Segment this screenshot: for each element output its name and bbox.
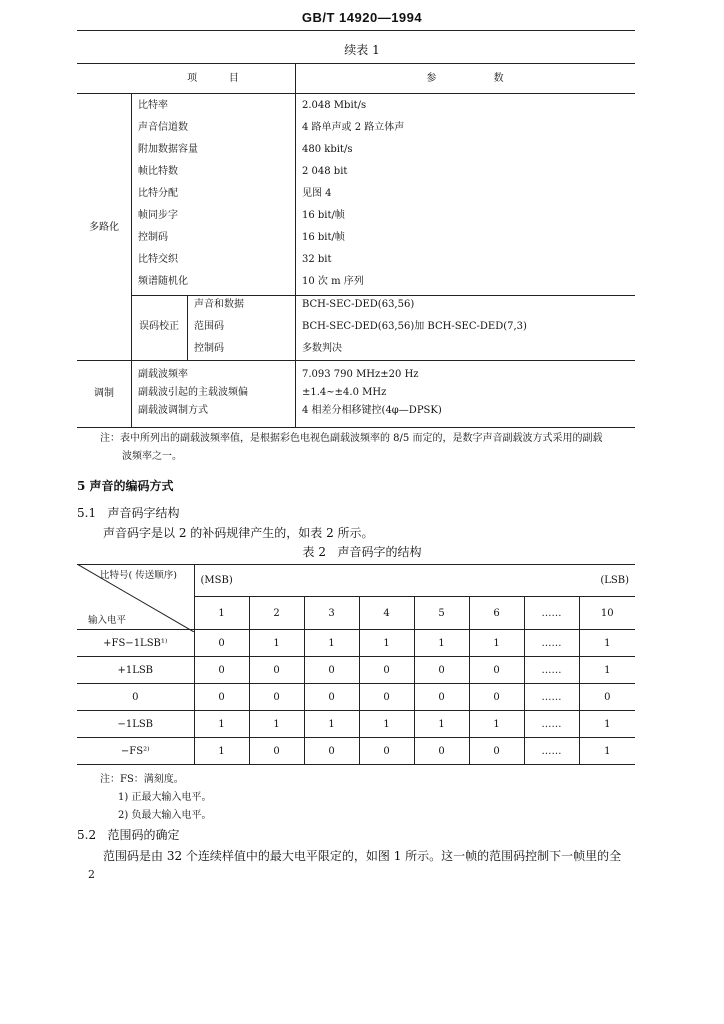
mod-row-name: 副载波引起的主载波频偏 — [138, 387, 248, 398]
input-level: 0 — [77, 684, 194, 711]
code-cell: 1 — [194, 711, 249, 738]
row-name: 帧比特数 — [138, 166, 178, 177]
msb-label: (MSB) — [200, 575, 233, 586]
code-cell: 1 — [359, 630, 414, 657]
row-name: 比特率 — [138, 100, 168, 111]
table1-mod-top-rule — [77, 360, 635, 361]
bit-number: 3 — [304, 597, 359, 630]
code-cell: 1 — [194, 738, 249, 765]
code-cell: 1 — [579, 630, 635, 657]
bit-number: 4 — [359, 597, 414, 630]
table1-note-cont: 波频率之一。 — [122, 451, 182, 462]
mod-row-value: 4 相差分相移键控(4φ—DPSK) — [302, 405, 442, 416]
section-5-1-paragraph: 声音码字是以 2 的补码规律产生的，如表 2 所示。 — [103, 526, 374, 540]
code-cell: 0 — [469, 657, 524, 684]
row-value: 2 048 bit — [302, 166, 348, 177]
row-value: 4 路单声或 2 路立体声 — [302, 122, 405, 133]
table1-head-rule — [77, 93, 635, 94]
code-cell: 1 — [579, 711, 635, 738]
table1-top-rule — [77, 63, 635, 64]
code-cell: 0 — [249, 684, 304, 711]
code-cell: …… — [524, 684, 579, 711]
code-cell: 0 — [414, 684, 469, 711]
ecc-row-value: BCH-SEC-DED(63,56)加 BCH-SEC-DED(7,3) — [302, 321, 527, 332]
code-cell: 0 — [304, 657, 359, 684]
table1-group-divider — [131, 93, 132, 427]
table2-note: 注：FS：满刻度。 — [100, 774, 184, 785]
row-name: 帧同步字 — [138, 210, 178, 221]
code-cell: 0 — [304, 684, 359, 711]
ecc-row-name: 声音和数据 — [194, 299, 244, 310]
lsb-label: (LSB) — [600, 575, 629, 586]
code-cell: 1 — [359, 711, 414, 738]
code-cell: 0 — [579, 684, 635, 711]
table1-caption: 续表 1 — [344, 43, 380, 57]
section-5-1-heading: 5.1 声音码字结构 — [77, 506, 180, 520]
code-cell: 0 — [194, 630, 249, 657]
table1-ecc-divider — [187, 295, 188, 360]
mux-label: 多路化 — [89, 222, 119, 233]
code-cell: 0 — [194, 684, 249, 711]
code-cell: 0 — [249, 738, 304, 765]
bit-number: 5 — [414, 597, 469, 630]
code-cell: 1 — [249, 711, 304, 738]
row-name: 频谱随机化 — [138, 276, 188, 287]
page-header: GB/T 14920—1994 — [301, 10, 423, 25]
code-cell: …… — [524, 711, 579, 738]
diag-bottom-label: 输入电平 — [88, 615, 127, 626]
table2-footnote: 2) 负最大输入电平。 — [118, 810, 212, 821]
bit-number: 1 — [194, 597, 249, 630]
code-cell: 0 — [469, 684, 524, 711]
row-value: 10 次 m 序列 — [302, 276, 364, 287]
header-rule — [77, 30, 635, 31]
section-5-2-heading: 5.2 范围码的确定 — [77, 828, 180, 842]
row-value: 2.048 Mbit/s — [302, 100, 367, 111]
table2-msb-lsb-row — [194, 565, 635, 597]
code-cell: 0 — [414, 657, 469, 684]
ecc-row-value: BCH-SEC-DED(63,56) — [302, 299, 415, 310]
code-cell: 1 — [414, 711, 469, 738]
table2-footnote: 1) 正最大输入电平。 — [118, 792, 212, 803]
row-name: 控制码 — [138, 232, 168, 243]
diag-top-label: 比特号( 传送顺序) — [100, 570, 177, 581]
row-name: 比特交织 — [138, 254, 178, 265]
row-value: 16 bit/帧 — [302, 232, 345, 243]
input-level: −FS²⁾ — [77, 738, 194, 765]
page-number: 2 — [88, 868, 95, 881]
ecc-label: 误码校正 — [139, 321, 179, 332]
code-cell: …… — [524, 738, 579, 765]
table1-head-param: 参 数 — [426, 73, 504, 84]
mod-row-name: 副载波调制方式 — [138, 405, 208, 416]
input-level: +1LSB — [77, 657, 194, 684]
mod-row-name: 副载波频率 — [138, 369, 188, 380]
table2-caption: 表 2 声音码字的结构 — [302, 545, 422, 559]
code-cell: 1 — [304, 711, 359, 738]
code-cell: 1 — [249, 630, 304, 657]
code-cell: 0 — [359, 657, 414, 684]
table1-head-item: 项 目 — [187, 73, 239, 84]
row-name: 比特分配 — [138, 188, 178, 199]
section-5-2-paragraph: 范围码是由 32 个连续样值中的最大电平限定的，如图 1 所示。这一帧的范围码控制下一帧里的全 — [103, 849, 622, 863]
code-cell: …… — [524, 630, 579, 657]
code-cell: 0 — [469, 738, 524, 765]
code-cell: 0 — [304, 738, 359, 765]
bit-number: 2 — [249, 597, 304, 630]
section-5-heading: 5 声音的编码方式 — [77, 479, 174, 493]
ecc-row-name: 范围码 — [194, 321, 224, 332]
code-cell: 0 — [359, 738, 414, 765]
row-name: 附加数据容量 — [138, 144, 198, 155]
code-cell: 0 — [194, 657, 249, 684]
code-cell: 0 — [359, 684, 414, 711]
table1-bottom-rule — [77, 427, 635, 428]
row-value: 见图 4 — [302, 188, 332, 199]
code-cell: 0 — [414, 738, 469, 765]
code-cell: …… — [524, 657, 579, 684]
bit-number: …… — [524, 597, 579, 630]
code-cell: 1 — [579, 738, 635, 765]
code-cell: 1 — [414, 630, 469, 657]
ecc-row-name: 控制码 — [194, 343, 224, 354]
table1-col-divider — [295, 63, 296, 427]
row-name: 声音信道数 — [138, 122, 188, 133]
code-cell: 1 — [304, 630, 359, 657]
mod-row-value: ±1.4~±4.0 MHz — [302, 387, 387, 398]
mod-label: 调制 — [94, 388, 114, 399]
input-level: −1LSB — [77, 711, 194, 738]
row-value: 32 bit — [302, 254, 332, 265]
row-value: 480 kbit/s — [302, 144, 353, 155]
code-cell: 1 — [579, 657, 635, 684]
table1-note: 注：表中所列出的副载波频率值，是根据彩色电视色副载波频率的 8/5 而定的，是数字声音副载波方式采用的副载 — [100, 433, 603, 444]
code-cell: 0 — [249, 657, 304, 684]
code-cell: 1 — [469, 711, 524, 738]
ecc-row-value: 多数判决 — [302, 343, 342, 354]
mod-row-value: 7.093 790 MHz±20 Hz — [302, 369, 419, 380]
row-value: 16 bit/帧 — [302, 210, 345, 221]
code-cell: 1 — [469, 630, 524, 657]
bit-number: 10 — [579, 597, 635, 630]
table1-ecc-top-rule — [131, 295, 635, 296]
input-level: +FS−1LSB¹⁾ — [77, 630, 194, 657]
bit-number: 6 — [469, 597, 524, 630]
